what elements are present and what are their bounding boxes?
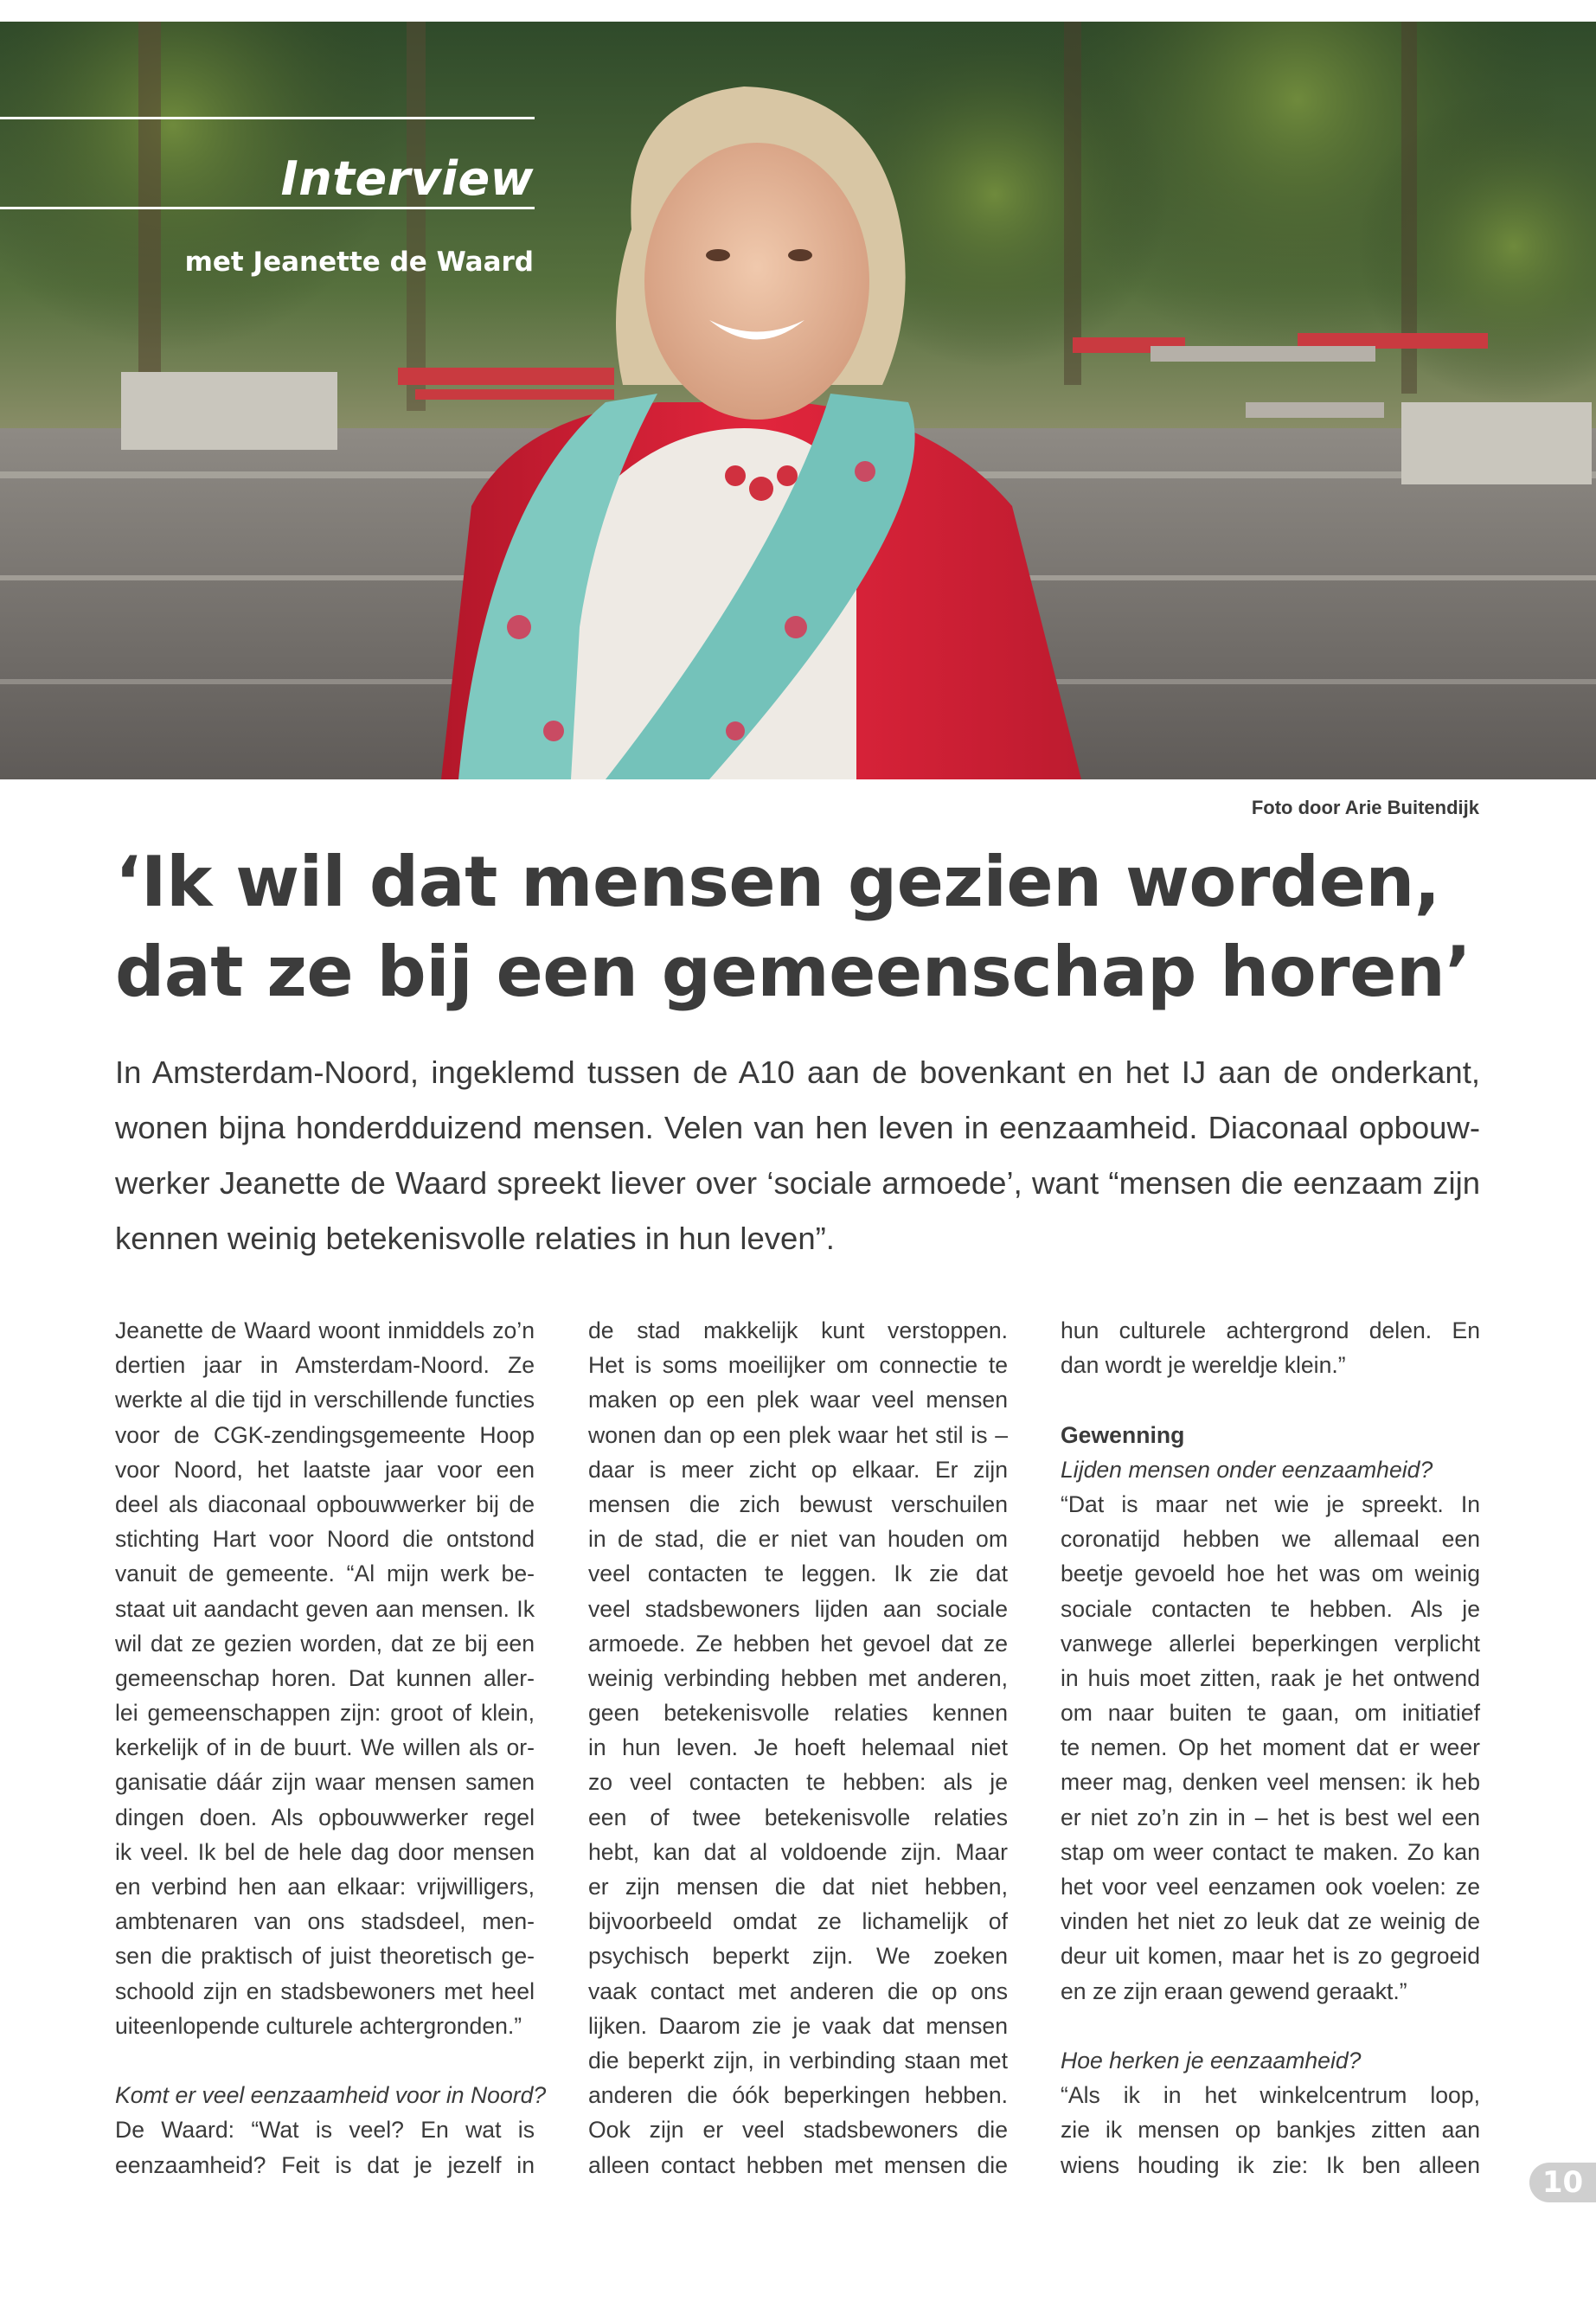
article-title xyxy=(115,837,1499,1017)
body-line: anderen die óók beperkingen hebben. xyxy=(588,2082,1008,2109)
body-line: wiens houding ik zie: Ik ben alleen xyxy=(1061,2151,1480,2178)
intro-line: wonen bijna honderdduizend mensen. Velen van hen leven in eenzaamheid. Diaconaal opbouw- xyxy=(115,1110,1480,1145)
body-line: veel stadsbewoners lijden aan sociale xyxy=(588,1595,1008,1622)
interview-subtitle: met Jeanette de Waard xyxy=(184,247,534,278)
body-line: ganisatie dáár zijn waar mensen samen xyxy=(115,1769,535,1796)
body-line: weinig verbinding hebben met anderen, xyxy=(588,1664,1008,1691)
body-line: de stad makkelijk kunt verstoppen. xyxy=(588,1317,1008,1343)
body-line: Ook zijn er veel stadsbewoners die xyxy=(588,2117,1008,2144)
portrait-photo-illustration xyxy=(0,22,1596,779)
body-line: geen betekenisvolle relaties kennen xyxy=(588,1700,1008,1727)
body-line: er zijn mensen die dat niet hebben, xyxy=(588,1874,1008,1900)
body-line: wil dat ze gezien worden, dat ze bij een xyxy=(115,1630,535,1657)
header-photo xyxy=(0,22,1596,779)
body-line: coronatijd hebben we allemaal een xyxy=(1061,1526,1480,1553)
question-line: Komt er veel eenzaamheid voor in Noord? xyxy=(115,2082,547,2109)
body-line: Jeanette de Waard woont inmiddels zo’n xyxy=(115,1317,535,1343)
body-column-3 xyxy=(1061,1313,1480,2182)
body-line: hun culturele achtergrond delen. En xyxy=(1061,1317,1480,1343)
body-line: sen die praktisch of juist theoretisch ge- xyxy=(115,1943,535,1970)
body-line: “Dat is maar net wie je spreekt. In xyxy=(1061,1490,1480,1517)
body-line: het voor veel eenzamen ook voelen: ze xyxy=(1061,1874,1480,1900)
body-line: eenzaamheid? Feit is dat je jezelf in xyxy=(115,2151,535,2178)
body-spacer xyxy=(1061,1382,1480,1417)
intro-line: In Amsterdam-Noord, ingeklemd tussen de A10 aan de bovenkant en het IJ aan de onderkant, xyxy=(115,1054,1480,1090)
body-line: alleen contact hebben met mensen die xyxy=(588,2151,1008,2178)
body-line: om naar buiten te gaan, om initiatief xyxy=(1061,1700,1480,1727)
body-line: wonen dan op een plek waar het stil is – xyxy=(588,1421,1008,1448)
body-line: dingen doen. Als opbouwwerker regel xyxy=(115,1804,535,1830)
question-line: Lijden mensen onder eenzaamheid? xyxy=(1061,1456,1433,1483)
body-line: maken op een plek waar veel mensen xyxy=(588,1387,1008,1413)
intro-line: kennen weinig betekenisvolle relaties in hun leven”. xyxy=(115,1221,835,1256)
body-line: daar is meer zicht op elkaar. Er zijn xyxy=(588,1456,1008,1483)
body-line: beetje gevoeld hoe het was om weinig xyxy=(1061,1561,1480,1587)
body-line: stap om weer contact te maken. Zo kan xyxy=(1061,1838,1480,1865)
intro-paragraph xyxy=(115,1045,1480,1266)
body-line: meer mag, denken veel mensen: ik heb xyxy=(1061,1769,1480,1796)
body-line: zie ik mensen op bankjes zitten aan xyxy=(1061,2117,1480,2144)
body-line: zo veel contacten te hebben: als je xyxy=(588,1769,1008,1796)
body-line: werkte al die tijd in verschillende functies xyxy=(115,1387,535,1413)
body-line: veel contacten te leggen. Ik zie dat xyxy=(588,1561,1008,1587)
body-spacer xyxy=(1061,2009,1480,2043)
body-line: schoold zijn en stadsbewoners met heel xyxy=(115,1977,535,2004)
body-line: armoede. Ze hebben het gevoel dat ze xyxy=(588,1630,1008,1657)
body-line: in hun leven. Je hoeft helemaal niet xyxy=(588,1734,1008,1761)
title-line-1: ‘Ik wil dat mensen gezien worden, xyxy=(115,842,1440,922)
question-line: Hoe herken je eenzaamheid? xyxy=(1061,2047,1362,2073)
body-line: in de stad, die er niet van houden om xyxy=(588,1526,1008,1553)
body-line: een of twee betekenisvolle relaties xyxy=(588,1804,1008,1830)
body-line: en verbind hen aan elkaar: vrijwilligers, xyxy=(115,1874,535,1900)
body-line: dan wordt je wereldje klein.” xyxy=(1061,1352,1346,1379)
body-line: vaak contact met anderen die op ons xyxy=(588,1977,1008,2004)
header-rule-top xyxy=(0,117,535,119)
body-line: uiteenlopende culturele achtergronden.” xyxy=(115,2012,522,2039)
intro-line: werker Jeanette de Waard spreekt liever over ‘sociale armoede’, want “mensen die eenzaam zijn xyxy=(115,1165,1480,1201)
page-number: 10 xyxy=(1529,2163,1596,2202)
body-line: lijken. Daarom zie je vaak dat mensen xyxy=(588,2012,1008,2039)
body-spacer xyxy=(115,2043,535,2078)
body-line: kerkelijk of in de buurt. We willen als or- xyxy=(115,1734,535,1761)
body-line: die beperkt zijn, in verbinding staan met xyxy=(588,2047,1008,2073)
body-line: gemeenschap horen. Dat kunnen aller- xyxy=(115,1664,535,1691)
body-line: dertien jaar in Amsterdam-Noord. Ze xyxy=(115,1352,535,1379)
body-line: psychisch beperkt zijn. We zoeken xyxy=(588,1943,1008,1970)
body-line: sociale contacten te hebben. Als je xyxy=(1061,1595,1480,1622)
body-line: er niet zo’n zin in – het is best wel een xyxy=(1061,1804,1480,1830)
body-line: ambtenaren van ons stadsdeel, men- xyxy=(115,1908,535,1935)
body-line: en ze zijn eraan gewend geraakt.” xyxy=(1061,1977,1407,2004)
body-line: staat uit aandacht geven aan mensen. Ik xyxy=(115,1595,535,1622)
subheading: Gewenning xyxy=(1061,1421,1185,1448)
body-line: stichting Hart voor Noord die ontstond xyxy=(115,1526,535,1553)
section-kicker: Interview xyxy=(280,151,534,206)
body-line: mensen die zich bewust verschuilen xyxy=(588,1490,1008,1517)
body-line: vanuit de gemeente. “Al mijn werk be- xyxy=(115,1561,535,1587)
body-line: lei gemeenschappen zijn: groot of klein, xyxy=(115,1700,535,1727)
body-line: in huis moet zitten, raak je het ontwend xyxy=(1061,1664,1480,1691)
body-line: “Als ik in het winkelcentrum loop, xyxy=(1061,2082,1480,2109)
header-rule-bottom xyxy=(0,207,535,209)
body-line: ik veel. Ik bel de hele dag door mensen xyxy=(115,1838,535,1865)
body-line: deel als diaconaal opbouwwerker bij de xyxy=(115,1490,535,1517)
body-line: deur uit komen, maar het is zo gegroeid xyxy=(1061,1943,1480,1970)
body-line: hebt, kan dat al voldoende zijn. Maar xyxy=(588,1838,1008,1865)
body-line: De Waard: “Wat is veel? En wat is xyxy=(115,2117,535,2144)
body-line: te nemen. Op het moment dat er weer xyxy=(1061,1734,1480,1761)
body-line: bijvoorbeeld omdat ze lichamelijk of xyxy=(588,1908,1008,1935)
body-column-1 xyxy=(115,1313,547,2182)
body-line: voor Noord, het laatste jaar voor een xyxy=(115,1456,535,1483)
photo-credit: Foto door Arie Buitendijk xyxy=(1251,797,1479,818)
body-line: voor de CGK-zendingsgemeente Hoop xyxy=(115,1421,535,1448)
title-line-2: dat ze bij een gemeenschap horen’ xyxy=(115,932,1471,1012)
body-line: Het is soms moeilijker om connectie te xyxy=(588,1352,1008,1379)
body-line: vinden het niet zo leuk dat ze weinig de xyxy=(1061,1908,1480,1935)
body-line: vanwege allerlei beperkingen verplicht xyxy=(1061,1630,1480,1657)
body-column-2 xyxy=(588,1313,1008,2182)
